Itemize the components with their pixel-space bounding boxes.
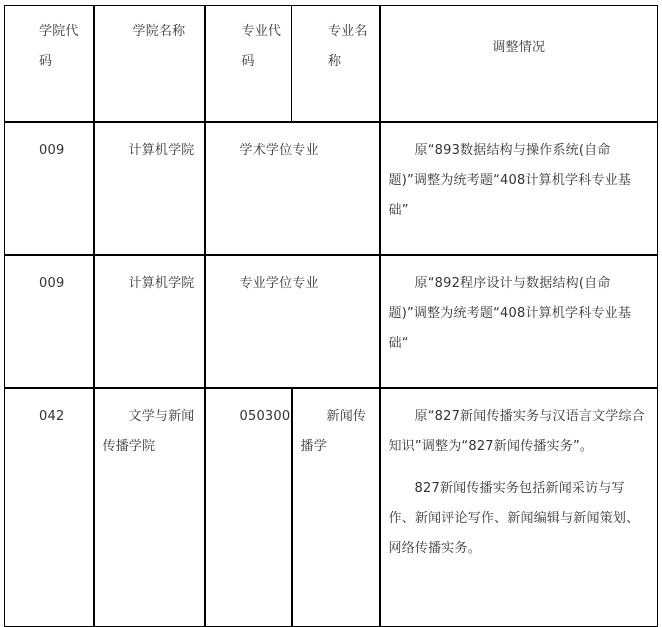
major-name-text: 新闻传播学 <box>300 409 367 454</box>
college-name-cell <box>94 388 205 627</box>
college-name-text: 文学与新闻传播学院 <box>102 409 195 454</box>
adjustment-paragraph: 原“892程序设计与数据结构(自命题)”调整为统考题“408计算机学科专业基础“ <box>388 276 632 351</box>
adjustment-table <box>4 5 658 627</box>
college-name-cell <box>94 122 205 255</box>
college-name-text: 计算机学院 <box>128 143 195 158</box>
header-major-name: 专业名称 <box>292 6 380 123</box>
adjustment-paragraph: 827新闻传播实务包括新闻采访与写作、新闻评论写作、新闻编辑与新闻策划、网络传播实务。 <box>388 481 640 556</box>
major-type-cell: 专业学位专业 <box>205 255 380 388</box>
college-code-cell: 009 <box>5 122 94 255</box>
major-type-cell: 学术学位专业 <box>205 122 380 255</box>
header-adjustment: 调整情况 <box>380 6 658 123</box>
table-row <box>5 255 658 388</box>
college-code-cell: 009 <box>5 255 94 388</box>
header-college-code: 学院代码 <box>5 6 94 123</box>
table-row <box>5 122 658 255</box>
college-name-cell <box>94 255 205 388</box>
adjustment-paragraph: 原“827新闻传播实务与汉语言文学综合知识”调整为“827新闻传播实务”。 <box>388 409 645 454</box>
college-name-text: 计算机学院 <box>128 276 195 291</box>
header-major-code: 专业代码 <box>205 6 292 123</box>
adjustment-cell <box>380 255 658 388</box>
header-college-name: 学院名称 <box>94 6 205 123</box>
adjustment-cell <box>380 388 658 627</box>
table-row <box>5 388 658 627</box>
adjustment-paragraph: 原“893数据结构与操作系统(自命题)”调整为统考题“408计算机学科专业基础” <box>388 143 632 218</box>
header-row <box>5 6 658 123</box>
adjustment-cell <box>380 122 658 255</box>
major-name-cell <box>292 388 380 627</box>
college-code-cell: 042 <box>5 388 94 627</box>
major-code-cell: 050300 <box>205 388 292 627</box>
